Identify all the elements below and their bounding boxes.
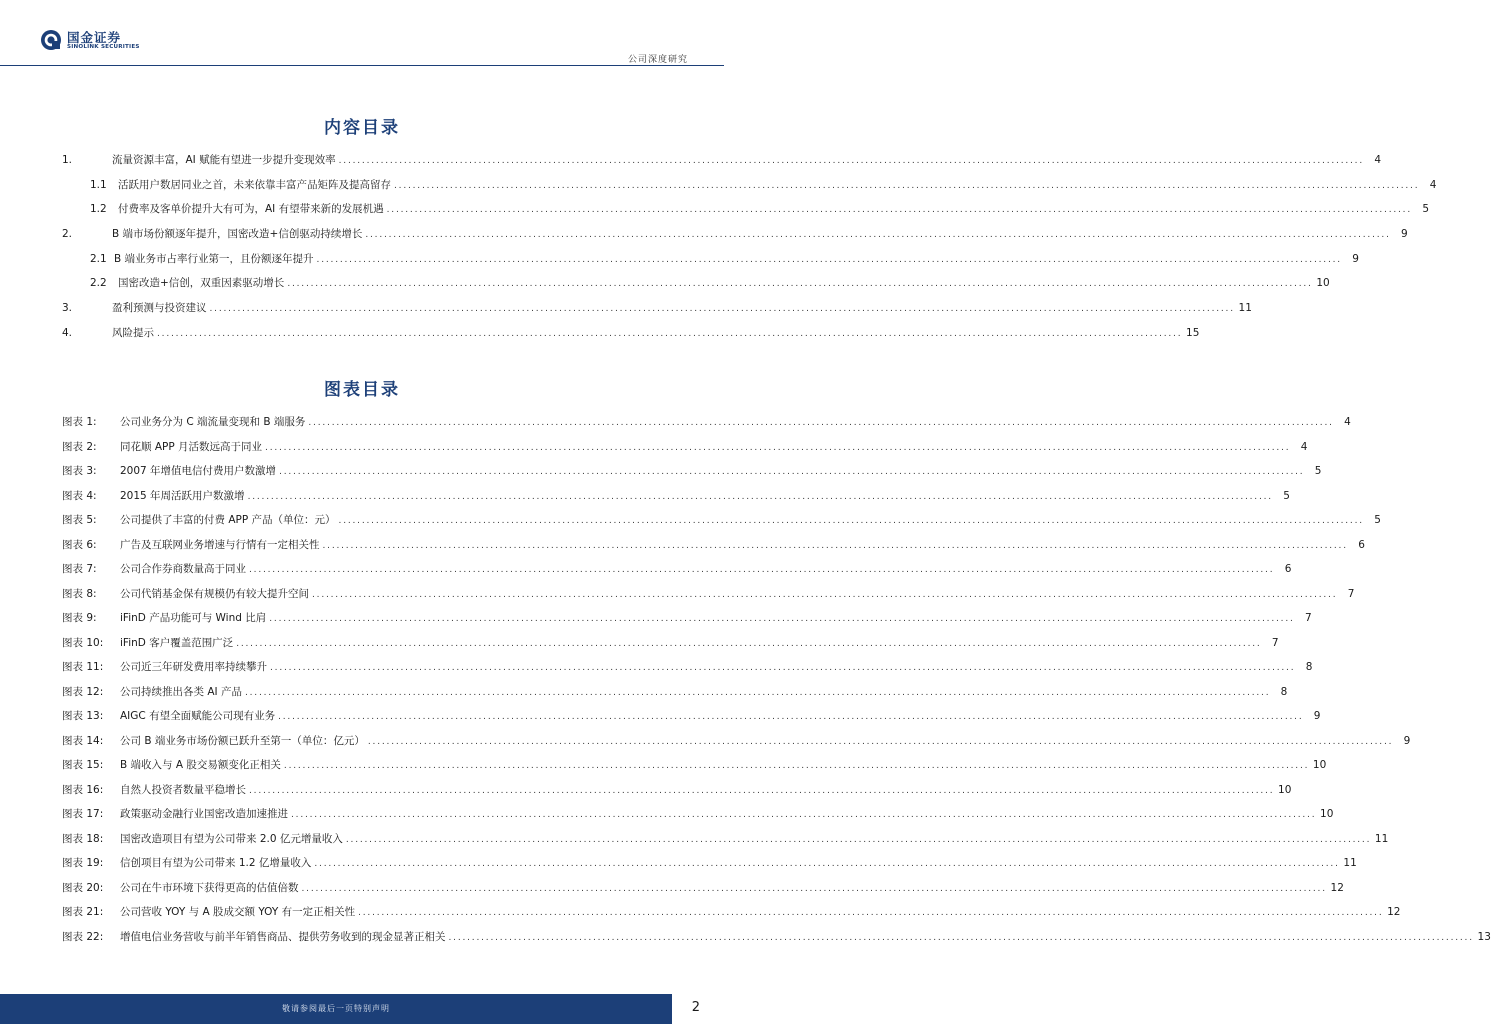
dot-leader: ............................................................................................................................................................................................................................ [367, 736, 1394, 747]
figure-entry-label: 图表 9: [62, 612, 97, 624]
toc-entry-title: 活跃用户数居同业之首，未来依靠丰富产品矩阵及提高留存 [118, 178, 391, 191]
toc-entry[interactable] [62, 251, 1359, 276]
toc-entry-page: 11 [1238, 302, 1252, 315]
toc-entry-title: 盈利预测与投资建议 [112, 302, 207, 315]
dot-leader: ............................................................................................................................................................................................................................ [338, 156, 1365, 166]
contents-title: 内容目录 [324, 118, 400, 138]
figure-entry-label: 图表 13: [62, 710, 104, 722]
dot-leader: ............................................................................................................................................................................................................................ [269, 614, 1295, 624]
figure-entry-label: 图表 18: [62, 832, 104, 845]
figure-entry-page: 12 [1330, 881, 1344, 894]
figure-entry-title: 公司 B 端业务市场份额已跃升至第一（单位：亿元） [120, 734, 365, 747]
figure-entry-label: 图表 5: [62, 514, 97, 526]
figure-entry-title: 2015 年周活跃用户数激增 [120, 489, 245, 502]
figure-entry[interactable] [62, 659, 1313, 684]
figures-list [62, 414, 1491, 953]
figure-entry[interactable] [62, 782, 1292, 807]
figure-entry-page: 10 [1320, 808, 1334, 820]
page-header [0, 0, 724, 66]
dot-leader: ............................................................................................................................................................................................................................ [345, 834, 1372, 845]
figure-entry-label: 图表 16: [62, 783, 104, 796]
dot-leader: ............................................................................................................................................................................................................................ [365, 230, 1391, 241]
figure-entry-title: 公司代销基金保有规模仍有较大提升空间 [120, 587, 309, 600]
figure-entry[interactable] [62, 708, 1321, 733]
figure-entry[interactable] [62, 414, 1351, 439]
dot-leader: ............................................................................................................................................................................................................................ [265, 442, 1291, 453]
figure-entry[interactable] [62, 929, 1491, 954]
figure-entry-page: 7 [1271, 636, 1279, 649]
figure-entry-title: 公司在牛市环境下获得更高的估值倍数 [120, 881, 299, 894]
dot-leader: ............................................................................................................................................................................................................................ [279, 467, 1305, 477]
figure-entry-page: 4 [1300, 440, 1308, 453]
figure-entry-page: 11 [1374, 832, 1389, 845]
figure-entry-title: 同花顺 APP 月活数远高于同业 [120, 440, 263, 453]
dot-leader: ............................................................................................................................................................................................................................ [338, 516, 1364, 526]
figure-entry-page: 11 [1343, 857, 1357, 869]
dot-leader: ............................................................................................................................................................................................................................ [308, 418, 1334, 428]
dot-leader: ............................................................................................................................................................................................................................ [249, 785, 1275, 796]
dot-leader: ............................................................................................................................................................................................................................ [157, 328, 1183, 339]
figure-entry[interactable] [62, 512, 1381, 537]
dot-leader: ............................................................................................................................................................................................................................ [247, 491, 1273, 502]
dot-leader: ............................................................................................................................................................................................................................ [249, 565, 1275, 575]
figure-entry-page: 6 [1358, 538, 1365, 551]
footer-disclaimer: 敬请参阅最后一页特别声明 [282, 1004, 390, 1013]
figure-entry-label: 图表 7: [62, 563, 97, 575]
dot-leader: ............................................................................................................................................................................................................................ [209, 304, 1235, 315]
figure-entry-page: 5 [1374, 514, 1381, 526]
logo-english-name: SINOLINK SECURITIES [67, 44, 140, 50]
toc-entry-title: 国密改造+信创，双重因素驱动增长 [118, 277, 285, 290]
figure-entry-label: 图表 22: [62, 930, 104, 943]
dot-leader: ............................................................................................................................................................................................................................ [270, 663, 1296, 673]
toc-entry[interactable] [62, 300, 1252, 325]
figure-entry-label: 图表 14: [62, 734, 104, 747]
report-type-label: 公司深度研究 [627, 55, 688, 65]
figure-entry-page: 7 [1304, 612, 1312, 624]
figure-entry-title: 广告及互联网业务增速与行情有一定相关性 [120, 538, 320, 551]
dot-leader: ............................................................................................................................................................................................................................ [448, 932, 1474, 943]
figure-entry-label: 图表 1: [62, 416, 97, 428]
toc-entry-page: 9 [1352, 252, 1359, 265]
dot-leader: ............................................................................................................................................................................................................................ [283, 761, 1310, 771]
figure-entry[interactable] [62, 537, 1365, 562]
figure-entry-page: 4 [1344, 416, 1351, 428]
dot-leader: ............................................................................................................................................................................................................................ [301, 883, 1327, 894]
figure-entry[interactable] [62, 880, 1344, 905]
figure-entry-page: 5 [1283, 489, 1290, 502]
figure-entry-label: 图表 3: [62, 465, 97, 477]
toc-entry-page: 4 [1429, 178, 1437, 191]
figure-entry-page: 9 [1403, 734, 1411, 747]
dot-leader: ............................................................................................................................................................................................................................ [291, 810, 1317, 820]
toc-entry-number: 1. [62, 154, 73, 166]
figure-entry-page: 8 [1280, 685, 1288, 698]
figure-entry[interactable] [62, 561, 1292, 586]
toc-entry[interactable] [62, 325, 1200, 350]
figure-entry-title: iFinD 产品功能可与 Wind 比肩 [120, 612, 267, 624]
toc-entry-number: 1.2 [90, 203, 107, 216]
toc-entry[interactable] [62, 177, 1437, 202]
figure-entry[interactable] [62, 904, 1401, 929]
figure-entry[interactable] [62, 610, 1312, 635]
figure-entry-label: 图表 12: [62, 685, 104, 698]
figure-entry-page: 8 [1305, 661, 1313, 673]
toc-entry-number: 1.1 [90, 178, 107, 191]
toc-entry-title: 付费率及客单价提升大有可为，AI 有望带来新的发展机遇 [118, 203, 384, 216]
dot-leader: ............................................................................................................................................................................................................................ [314, 859, 1340, 869]
figure-entry-title: 公司营收 YOY 与 A 股成交额 YOY 有一定正相关性 [120, 906, 356, 918]
figure-entry-title: 信创项目有望为公司带来 1.2 亿增量收入 [120, 857, 312, 869]
toc-entry-number: 2. [62, 228, 73, 241]
figure-entry-label: 图表 20: [62, 881, 104, 894]
figure-entry-label: 图表 19: [62, 857, 104, 869]
figure-entry-page: 12 [1387, 906, 1401, 918]
figure-entry-page: 9 [1313, 710, 1321, 722]
figure-entry[interactable] [62, 488, 1290, 513]
figure-entry[interactable] [62, 733, 1411, 758]
toc-entry[interactable] [62, 201, 1430, 226]
figure-entry[interactable] [62, 439, 1308, 464]
toc-entry-page: 15 [1186, 326, 1200, 339]
page-number: 2 [691, 1000, 700, 1015]
figure-entry[interactable] [62, 831, 1389, 856]
dot-leader: ............................................................................................................................................................................................................................ [244, 687, 1271, 698]
figure-entry-label: 图表 6: [62, 538, 97, 551]
figure-entry-title: 公司近三年研发费用率持续攀升 [120, 661, 267, 673]
figure-entry-title: B 端收入与 A 股交易额变化正相关 [120, 759, 281, 771]
toc-entry-page: 9 [1401, 228, 1408, 241]
figure-entry[interactable] [62, 855, 1357, 880]
figure-entry-title: 公司提供了丰富的付费 APP 产品（单位：元） [120, 514, 336, 526]
toc-entry[interactable] [62, 226, 1408, 251]
dot-leader: ............................................................................................................................................................................................................................ [287, 279, 1313, 290]
dot-leader: ............................................................................................................................................................................................................................ [394, 180, 1420, 191]
figure-entry-title: 公司业务分为 C 端流量变现和 B 端服务 [120, 416, 306, 428]
figure-entry-label: 图表 2: [62, 440, 97, 453]
figure-entry-label: 图表 10: [62, 636, 104, 649]
contents-list [62, 152, 1437, 350]
figure-entry-title: 公司持续推出各类 AI 产品 [120, 685, 242, 698]
dot-leader: ............................................................................................................................................................................................................................ [278, 712, 1304, 722]
figure-entry-label: 图表 11: [62, 661, 104, 673]
dot-leader: ............................................................................................................................................................................................................................ [358, 908, 1384, 918]
page-footer [0, 994, 724, 1024]
toc-entry-number: 2.1 [90, 252, 107, 265]
toc-entry[interactable] [62, 152, 1382, 177]
toc-entry-page: 10 [1316, 277, 1330, 290]
figure-entry-label: 图表 15: [62, 759, 104, 771]
toc-entry-number: 4. [62, 326, 73, 339]
figure-entry-title: AIGC 有望全面赋能公司现有业务 [120, 710, 276, 722]
figure-entry[interactable] [62, 684, 1288, 709]
dot-leader: ............................................................................................................................................................................................................................ [316, 254, 1342, 265]
toc-entry-title: 流量资源丰富，AI 赋能有望进一步提升变现效率 [112, 154, 336, 166]
figure-entry-title: 国密改造项目有望为公司带来 2.0 亿元增量收入 [120, 832, 343, 845]
figure-entry-title: 公司合作券商数量高于同业 [120, 563, 246, 575]
header-divider [0, 65, 724, 66]
toc-entry-title: B 端市场份额逐年提升，国密改造+信创驱动持续增长 [112, 228, 363, 241]
toc-entry-number: 3. [62, 302, 73, 315]
figures-title: 图表目录 [324, 380, 400, 400]
dot-leader: ............................................................................................................................................................................................................................ [312, 589, 1338, 600]
logo-mark-icon [40, 29, 62, 51]
figure-entry-title: 增值电信业务营收与前半年销售商品、提供劳务收到的现金显著正相关 [120, 930, 446, 943]
figure-entry-title: 自然人投资者数量平稳增长 [120, 783, 246, 796]
figure-entry-page: 6 [1284, 563, 1292, 575]
company-logo [40, 28, 160, 54]
toc-entry-title: 风险提示 [112, 326, 154, 339]
toc-entry-page: 4 [1374, 154, 1382, 166]
figure-entry-label: 图表 21: [62, 906, 104, 918]
figure-entry[interactable] [62, 806, 1334, 831]
figure-entry[interactable] [62, 586, 1355, 611]
toc-entry[interactable] [62, 275, 1330, 300]
figure-entry-label: 图表 4: [62, 489, 97, 502]
toc-entry-page: 5 [1422, 203, 1430, 216]
figure-entry[interactable] [62, 635, 1279, 660]
dot-leader: ............................................................................................................................................................................................................................ [236, 638, 1262, 649]
figure-entry-title: 2007 年增值电信付费用户数激增 [120, 465, 277, 477]
figure-entry[interactable] [62, 463, 1322, 488]
dot-leader: ............................................................................................................................................................................................................................ [322, 540, 1348, 551]
figure-entry-page: 10 [1278, 783, 1292, 796]
figure-entry-page: 7 [1347, 587, 1355, 600]
figure-entry-page: 13 [1477, 930, 1491, 943]
figure-entry-label: 图表 17: [62, 808, 104, 820]
figure-entry-page: 5 [1314, 465, 1322, 477]
figure-entry-label: 图表 8: [62, 587, 97, 600]
figure-entry[interactable] [62, 757, 1327, 782]
logo-chinese-name: 国金证券 [67, 30, 122, 45]
figure-entry-title: 政策驱动金融行业国密改造加速推进 [120, 808, 288, 820]
figure-entry-page: 10 [1312, 759, 1327, 771]
toc-entry-title: B 端业务市占率行业第一，且份额逐年提升 [114, 252, 314, 265]
figure-entry-title: iFinD 客户覆盖范围广泛 [120, 636, 234, 649]
toc-entry-number: 2.2 [90, 277, 107, 290]
dot-leader: ............................................................................................................................................................................................................................ [386, 205, 1413, 216]
